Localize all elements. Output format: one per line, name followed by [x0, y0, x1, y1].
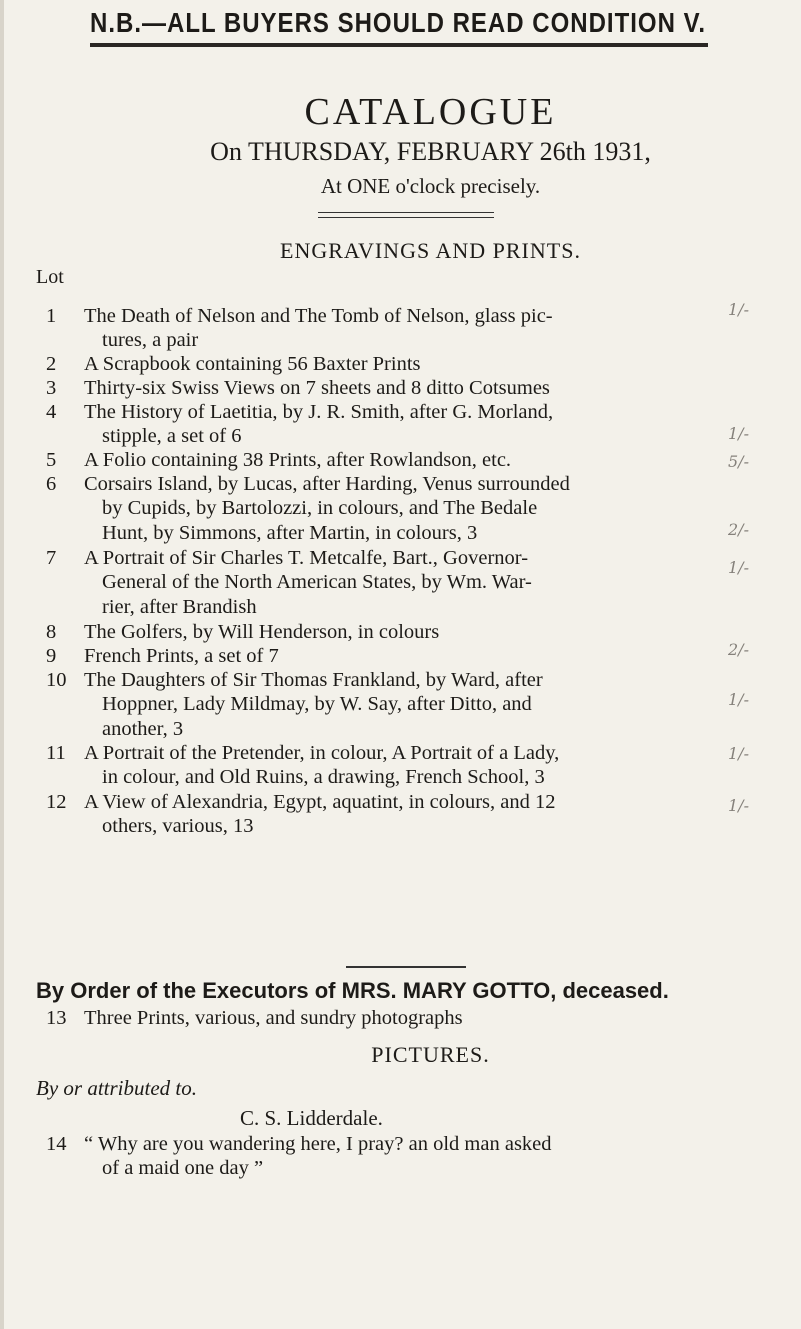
lot-description-line: A Scrapbook containing 56 Baxter Prints	[84, 353, 421, 375]
notice-underline	[90, 43, 708, 47]
lot-number: 3	[46, 377, 57, 399]
catalogue-title: CATALOGUE	[304, 91, 557, 133]
lot-number: 12	[46, 791, 67, 813]
price-annotation: 1/-	[728, 558, 749, 577]
lot-number: 8	[46, 621, 57, 643]
lot-number: 6	[46, 473, 57, 495]
lot-description-line: by Cupids, by Bartolozzi, in colours, and The Bedale	[102, 497, 538, 520]
price-annotation: 2/-	[728, 520, 749, 539]
lot-description-line: of a maid one day ”	[102, 1157, 264, 1180]
lot-description-line: in colour, and Old Ruins, a drawing, French School, 3	[102, 766, 545, 789]
engravings-heading: ENGRAVINGS AND PRINTS.	[280, 238, 581, 263]
lot-description-line: Three Prints, various, and sundry photographs	[84, 1007, 463, 1029]
lot-description-line: A Portrait of Sir Charles T. Metcalfe, Bart., Governor-	[84, 547, 529, 569]
price-annotation: 1/-	[728, 796, 749, 815]
double-rule	[318, 212, 494, 218]
attribution-note: By or attributed to.	[36, 1076, 197, 1100]
lot-description-line: others, various, 13	[102, 815, 254, 838]
artist-name: C. S. Lidderdale.	[240, 1106, 383, 1130]
page-edge	[0, 0, 4, 1329]
condition-notice: N.B.—ALL BUYERS SHOULD READ CONDITION V.	[90, 8, 707, 40]
lot-description-line: Corsairs Island, by Lucas, after Harding, Venus surrounded	[84, 473, 570, 495]
lot-description-line: General of the North American States, by Wm. War-	[102, 571, 532, 594]
lot-description-line: French Prints, a set of 7	[84, 645, 279, 667]
lot-number: 2	[46, 353, 57, 375]
price-annotation: 1/-	[728, 300, 749, 319]
section-divider	[346, 966, 466, 968]
lot-description-line: Thirty-six Swiss Views on 7 sheets and 8 ditto Cotsumes	[84, 377, 550, 399]
lot-description-line: another, 3	[102, 717, 184, 740]
lot-number: 14	[46, 1133, 67, 1155]
lot-column-label: Lot	[36, 266, 64, 288]
price-annotation: 1/-	[728, 744, 749, 763]
lot-description-line: Hunt, by Simmons, after Martin, in colours, 3	[102, 521, 478, 544]
lot-number: 13	[46, 1007, 67, 1029]
price-annotation: 1/-	[728, 424, 749, 443]
lot-number: 11	[46, 742, 66, 764]
lot-description-line: A View of Alexandria, Egypt, aquatint, in colours, and 12	[84, 791, 556, 813]
lot-number: 7	[46, 547, 57, 569]
lot-number: 4	[46, 401, 57, 423]
lot-description-line: The History of Laetitia, by J. R. Smith, after G. Morland,	[84, 401, 554, 423]
lot-description-line: The Daughters of Sir Thomas Frankland, by Ward, after	[84, 669, 543, 691]
lot-number: 9	[46, 645, 57, 667]
price-annotation: 1/-	[728, 690, 749, 709]
executors-heading: By Order of the Executors of MRS. MARY GOTTO, deceased.	[36, 978, 669, 1003]
lot-description-line: rier, after Brandish	[102, 595, 257, 618]
lot-number: 1	[46, 305, 57, 327]
lot-description-line: “ Why are you wandering here, I pray? an old man asked	[84, 1133, 552, 1155]
lot-description-line: A Portrait of the Pretender, in colour, A Portrait of a Lady,	[84, 742, 560, 764]
lot-description-line: A Folio containing 38 Prints, after Rowlandson, etc.	[84, 449, 512, 471]
price-annotation: 5/-	[728, 452, 749, 471]
lot-description-line: The Death of Nelson and The Tomb of Nelson, glass pic-	[84, 305, 553, 327]
lot-description-line: tures, a pair	[102, 329, 199, 352]
pictures-heading: PICTURES.	[371, 1042, 490, 1067]
lot-number: 10	[46, 669, 67, 691]
lot-description-line: stipple, a set of 6	[102, 425, 242, 448]
price-annotation: 2/-	[728, 640, 749, 659]
lot-description-line: The Golfers, by Will Henderson, in colours	[84, 621, 440, 643]
sale-date: On THURSDAY, FEBRUARY 26th 1931,	[210, 137, 651, 166]
lot-number: 5	[46, 449, 57, 471]
lot-description-line: Hoppner, Lady Mildmay, by W. Say, after Ditto, and	[102, 693, 532, 716]
sale-time: At ONE o'clock precisely.	[320, 174, 541, 198]
